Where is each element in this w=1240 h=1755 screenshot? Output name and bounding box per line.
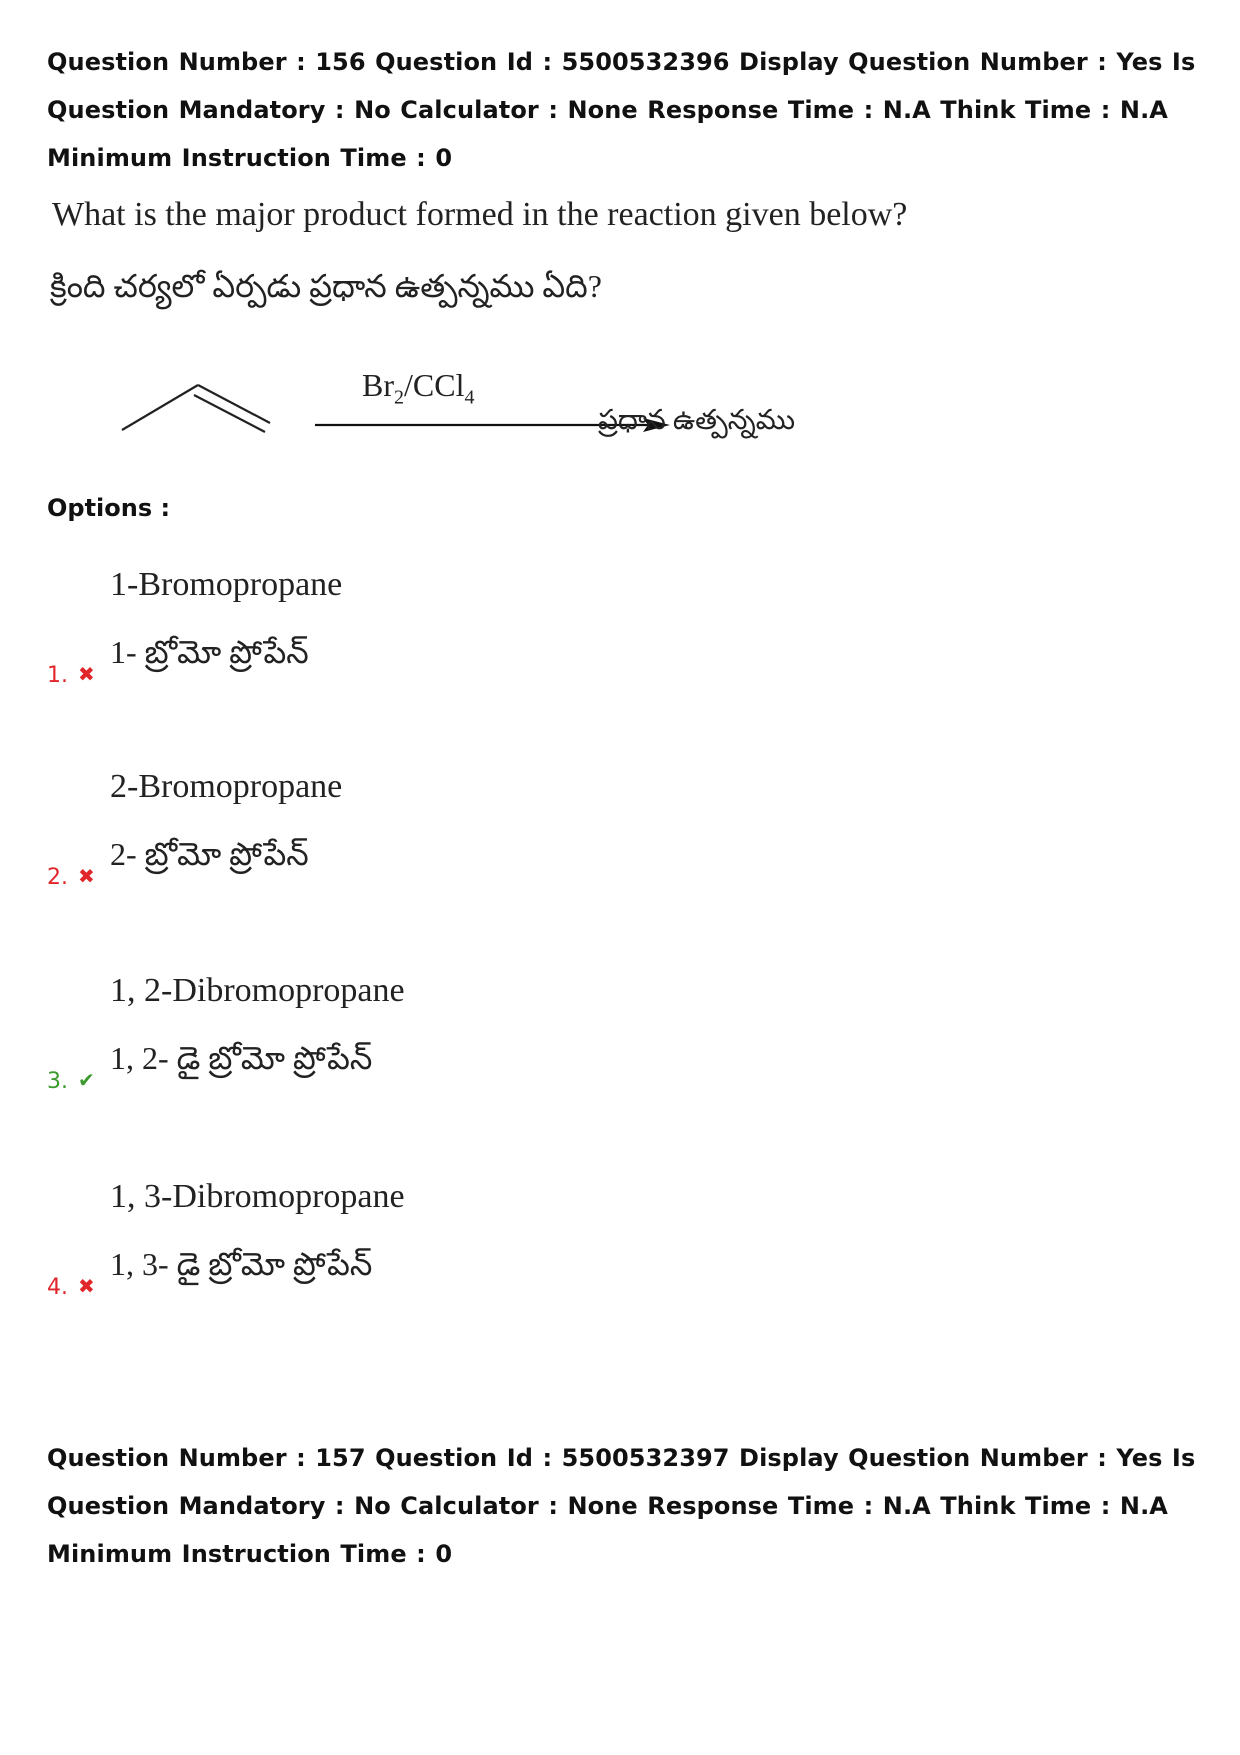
question-text-english: What is the major product formed in the reaction given below? [52, 196, 908, 233]
question-156-metadata: Question Number : 156 Question Id : 5500532396 Display Question Number : Yes Is Question Mandatory : No Calculator : None Response Time : N.A Think Time : N.A Minimum Instruction Time : 0 [47, 48, 1196, 172]
reaction-scheme [110, 365, 870, 465]
option-3-text-english: 1, 2-Dibromopropane [110, 972, 405, 1009]
product-label: ప్రధాన ఉత్పన్నము [598, 405, 796, 436]
option-1-text-english: 1-Bromopropane [110, 566, 343, 603]
question-text-telugu: క్రింది చర్యలో ఏర్పడు ప్రధాన ఉత్పన్నము ఏది? [50, 268, 602, 304]
option-4-text-english: 1, 3-Dibromopropane [110, 1178, 405, 1215]
wrong-cross-icon: ✖ [78, 662, 95, 686]
option-2-number: 2. [47, 865, 68, 890]
option-1-number: 1. [47, 663, 68, 688]
correct-check-icon: ✔ [78, 1068, 95, 1092]
option-4-text-telugu: 1, 3- డై బ్రోమో ప్రోపేన్ [110, 1246, 373, 1282]
option-2-text-english: 2-Bromopropane [110, 768, 343, 805]
option-4-number: 4. [47, 1275, 68, 1300]
option-1 [0, 566, 1240, 766]
option-2 [0, 768, 1240, 968]
option-3-text-telugu: 1, 2- డై బ్రోమో ప్రోపేన్ [110, 1040, 373, 1076]
reagent-label: $Br_2/CCl_4$ [362, 367, 475, 409]
option-3 [0, 972, 1240, 1172]
options-label: Options : [47, 494, 171, 522]
option-1-text-telugu: 1- బ్రోమో ప్రోపేన్ [110, 634, 309, 670]
wrong-cross-icon: ✖ [78, 1274, 95, 1298]
wrong-cross-icon: ✖ [78, 864, 95, 888]
option-2-text-telugu: 2- బ్రోమో ప్రోపేన్ [110, 836, 309, 872]
option-4 [0, 1178, 1240, 1378]
option-3-number: 3. [47, 1069, 68, 1094]
question-157-metadata: Question Number : 157 Question Id : 5500532397 Display Question Number : Yes Is Question Mandatory : No Calculator : None Response Time : N.A Think Time : N.A Minimum Instruction Time : 0 [47, 1444, 1196, 1568]
